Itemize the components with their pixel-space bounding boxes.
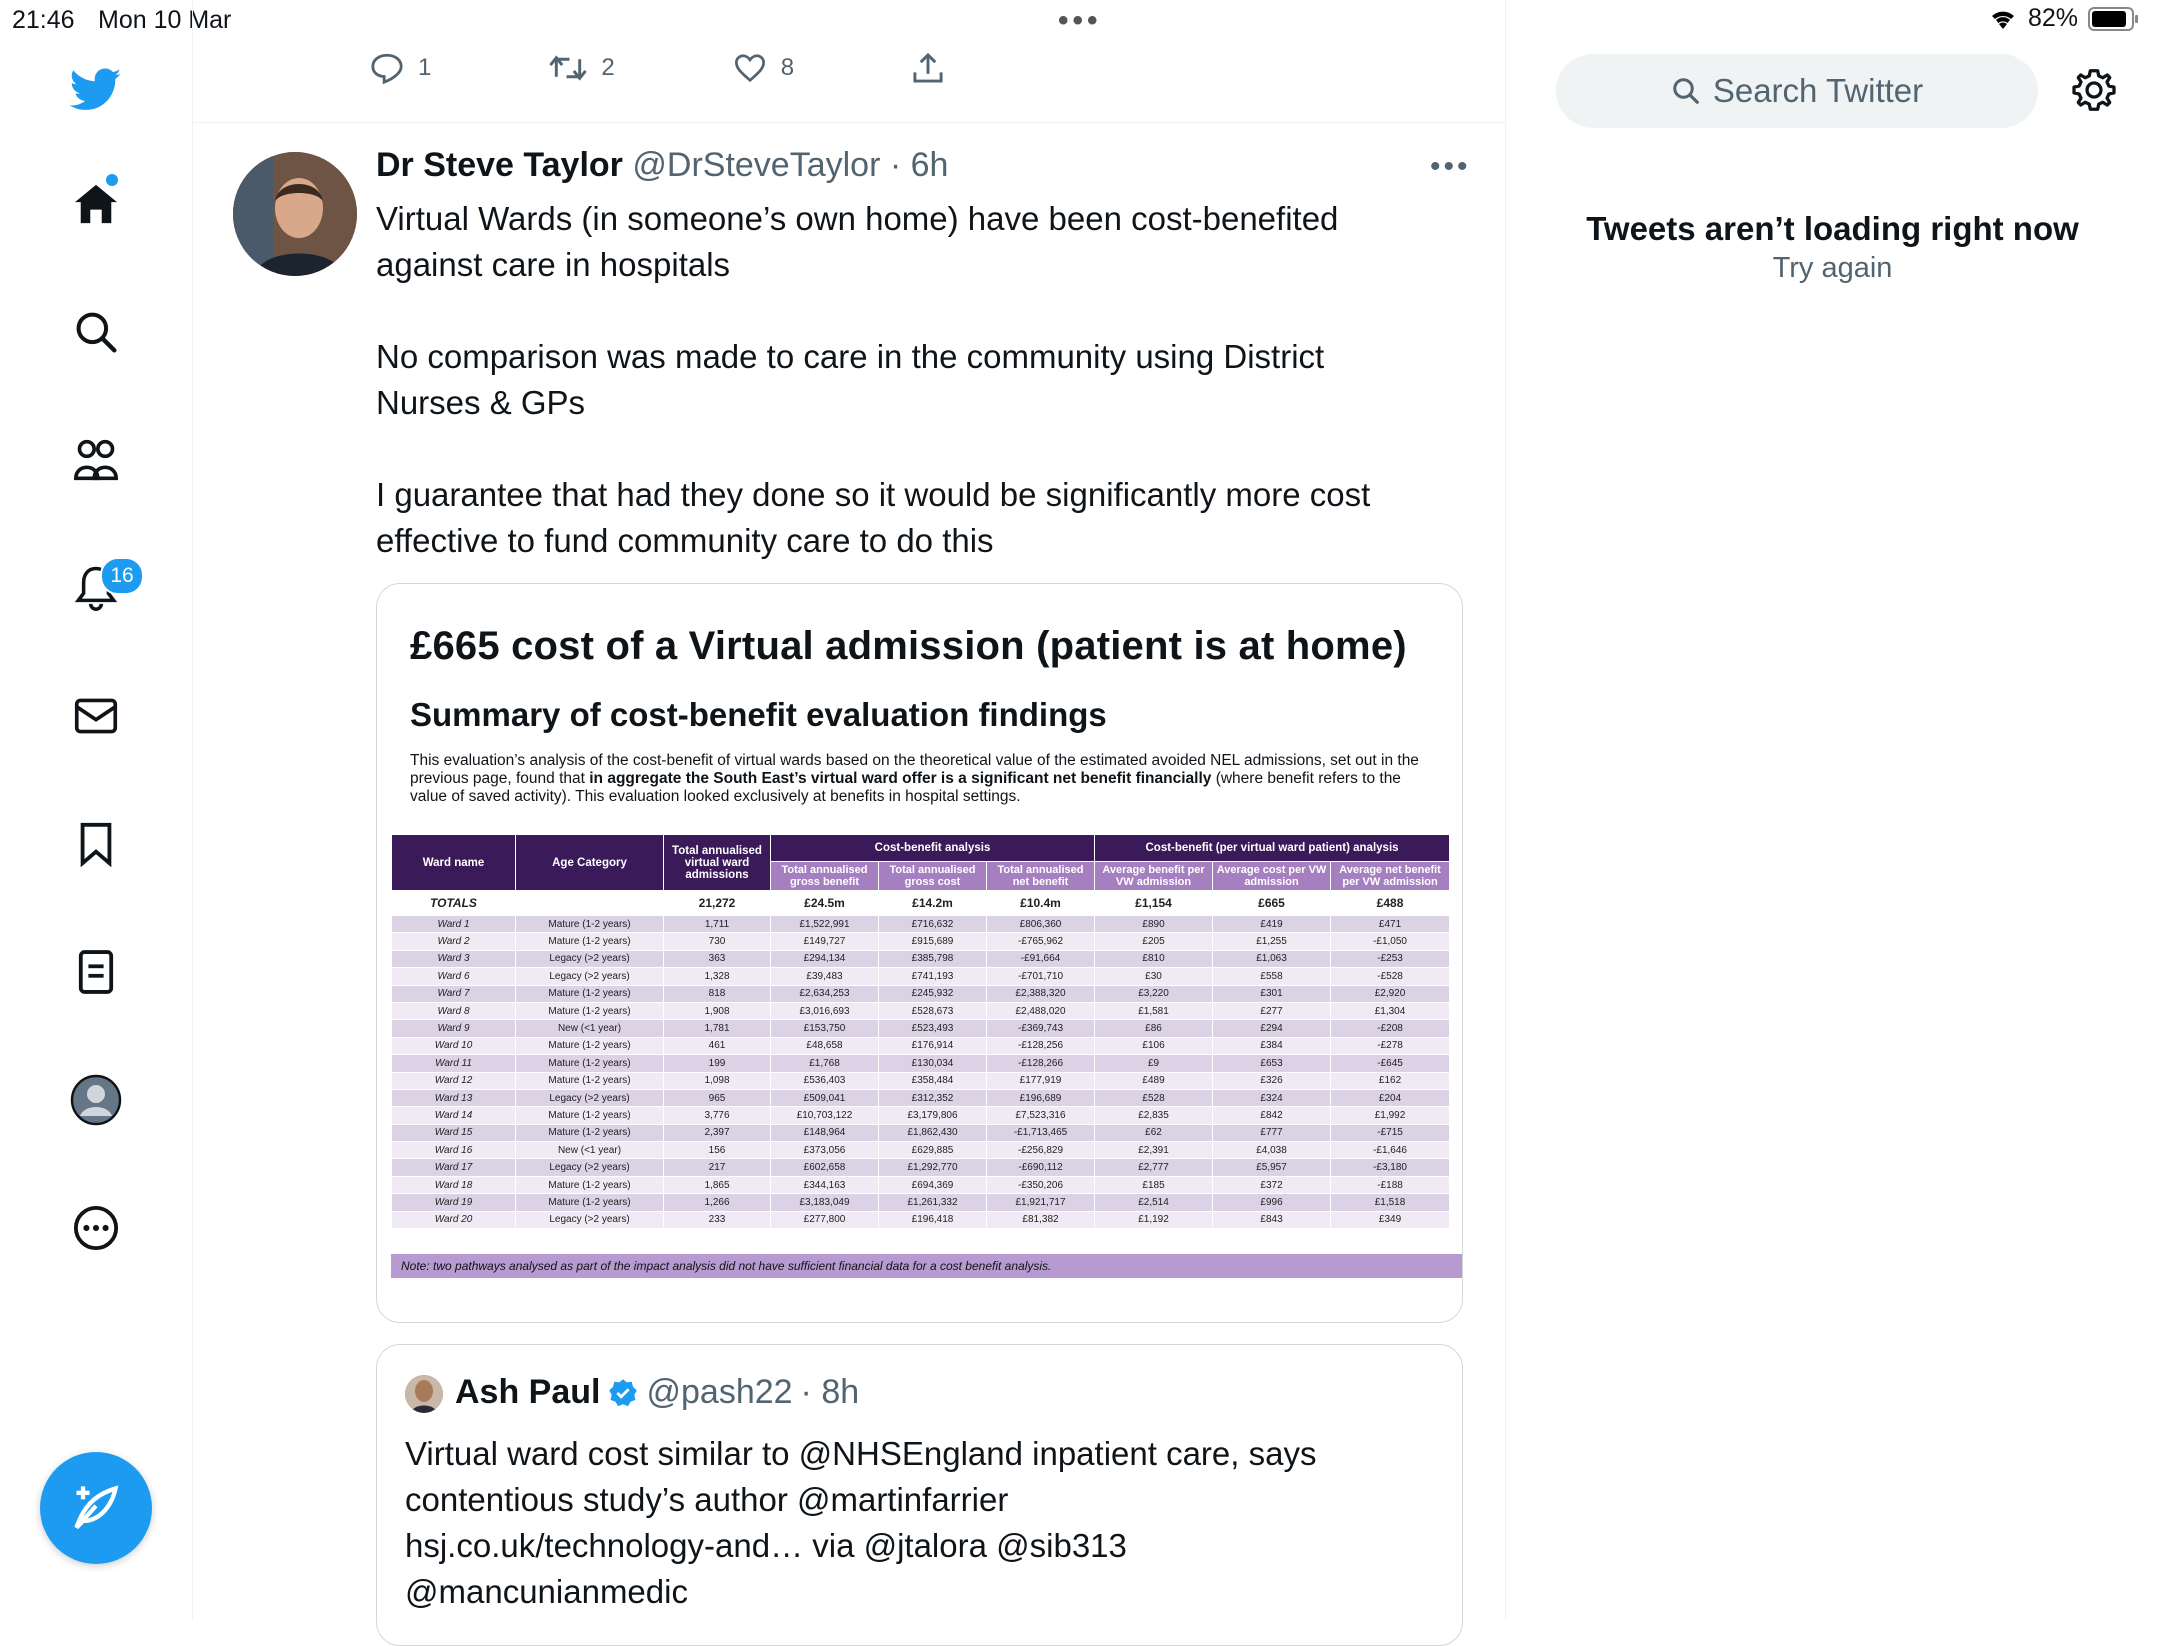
left-nav	[0, 0, 193, 1620]
table-cell: -£1,050	[1331, 933, 1450, 950]
tweet-more-icon[interactable]: •••	[1430, 150, 1471, 183]
table-cell: £130,034	[879, 1055, 987, 1072]
table-cell: £301	[1213, 985, 1331, 1002]
table-cell: £558	[1213, 968, 1331, 985]
quote-header	[455, 1373, 859, 1412]
table-cell: Ward 1	[392, 916, 516, 933]
table-cell: £3,016,693	[771, 1002, 879, 1019]
table-cell: £2,391	[1095, 1142, 1213, 1159]
table-cell: Ward 14	[392, 1107, 516, 1124]
table-cell: Ward 9	[392, 1020, 516, 1037]
col-total-admissions: Total annualised virtual ward admissions	[664, 835, 771, 891]
table-row	[392, 891, 1450, 916]
table-cell: 233	[664, 1211, 771, 1228]
table-cell: £1,255	[1213, 933, 1331, 950]
retweet-icon	[549, 53, 587, 83]
table-cell: £2,920	[1331, 985, 1450, 1002]
tweet-header	[376, 146, 948, 185]
reply-button[interactable]	[370, 52, 431, 84]
table-cell: Legacy (>2 years)	[516, 968, 664, 985]
table-cell: £3,220	[1095, 985, 1213, 1002]
table-cell: 156	[664, 1142, 771, 1159]
table-cell: -£256,829	[987, 1142, 1095, 1159]
heart-icon	[733, 53, 767, 83]
group-cost-benefit: Cost-benefit analysis	[771, 835, 1095, 862]
table-cell: £536,403	[771, 1072, 879, 1089]
tweet-time[interactable]: · 6h	[889, 146, 949, 184]
table-cell: £2,388,320	[987, 985, 1095, 1002]
lists-icon[interactable]	[70, 946, 122, 998]
table-row	[392, 1194, 1450, 1211]
col-avg-net: Average net benefit per VW admission	[1331, 862, 1450, 891]
table-cell: Ward 19	[392, 1194, 516, 1211]
reply-icon	[370, 52, 404, 84]
table-cell: £7,523,316	[987, 1107, 1095, 1124]
col-ward-name: Ward name	[392, 835, 516, 891]
table-cell: £528	[1095, 1089, 1213, 1106]
table-cell: 965	[664, 1089, 771, 1106]
table-cell: £2,777	[1095, 1159, 1213, 1176]
table-cell: 363	[664, 950, 771, 967]
table-row	[392, 1142, 1450, 1159]
table-cell: -£1,646	[1331, 1142, 1450, 1159]
media-title: £665 cost of a Virtual admission (patient is at home)	[410, 624, 1407, 668]
table-cell: 1,711	[664, 916, 771, 933]
table-cell: -£208	[1331, 1020, 1450, 1037]
table-cell: £196,418	[879, 1211, 987, 1228]
table-cell: Mature (1-2 years)	[516, 933, 664, 950]
table-cell: £4,038	[1213, 1142, 1331, 1159]
col-net-benefit: Total annualised net benefit	[987, 862, 1095, 891]
table-cell: £326	[1213, 1072, 1331, 1089]
compose-feather-icon	[70, 1482, 122, 1534]
table-cell: £148,964	[771, 1124, 879, 1141]
table-cell: 818	[664, 985, 771, 1002]
table-cell: £9	[1095, 1055, 1213, 1072]
table-cell: -£765,962	[987, 933, 1095, 950]
table-cell: £185	[1095, 1176, 1213, 1193]
table-cell: 1,908	[664, 1002, 771, 1019]
notifications-badge: 16	[100, 557, 144, 595]
table-cell: Ward 15	[392, 1124, 516, 1141]
table-cell: Legacy (>2 years)	[516, 950, 664, 967]
table-row	[392, 1176, 1450, 1193]
table-cell: 217	[664, 1159, 771, 1176]
table-cell: £890	[1095, 916, 1213, 933]
media-intro: This evaluation’s analysis of the cost-benefit of virtual wards based on the theoretical value of the estimated avoided NEL admissions, set out in the previous page, found that in aggregate the South East’s virtual ward offer is a significant net benefit financially (where benefit refers to the value of saved activity). This evaluation looked exclusively at benefits in hospital settings.	[410, 752, 1419, 805]
col-avg-cost: Average cost per VW admission	[1213, 862, 1331, 891]
table-cell: Ward 20	[392, 1211, 516, 1228]
table-cell: £5,957	[1213, 1159, 1331, 1176]
table-cell: -£369,743	[987, 1020, 1095, 1037]
search-icon	[1671, 76, 1701, 106]
tweet-paragraph: I guarantee that had they done so it would be significantly more cost effective to fund community care to do this	[376, 476, 1371, 559]
verified-badge-icon	[608, 1378, 638, 1408]
table-row	[392, 1159, 1450, 1176]
share-icon	[912, 52, 944, 84]
table-cell: Legacy (>2 years)	[516, 1211, 664, 1228]
table-cell: £489	[1095, 1072, 1213, 1089]
retweet-count: 2	[601, 54, 615, 81]
table-cell: Ward 2	[392, 933, 516, 950]
status-time: 21:46	[12, 6, 75, 34]
quote-author-avatar	[405, 1375, 443, 1413]
table-cell: New (<1 year)	[516, 1142, 664, 1159]
table-cell: Mature (1-2 years)	[516, 1194, 664, 1211]
table-row	[392, 1002, 1450, 1019]
table-cell: £915,689	[879, 933, 987, 950]
table-cell: £349	[1331, 1211, 1450, 1228]
table-cell: TOTALS	[392, 891, 516, 916]
table-cell: Ward 7	[392, 985, 516, 1002]
tweet-divider	[193, 122, 1505, 123]
table-cell: £665	[1213, 891, 1331, 916]
table-row	[392, 968, 1450, 985]
table-cell: £385,798	[879, 950, 987, 967]
table-cell	[516, 891, 664, 916]
quote-author-name: Ash Paul	[455, 1373, 601, 1411]
table-cell: Mature (1-2 years)	[516, 1055, 664, 1072]
table-cell: £277,800	[771, 1211, 879, 1228]
table-row	[392, 1124, 1450, 1141]
table-cell: £205	[1095, 933, 1213, 950]
table-row	[392, 1089, 1450, 1106]
table-cell: -£188	[1331, 1176, 1450, 1193]
table-cell: 1,328	[664, 968, 771, 985]
table-cell: £384	[1213, 1037, 1331, 1054]
table-cell: 1,098	[664, 1072, 771, 1089]
table-cell: Mature (1-2 years)	[516, 1176, 664, 1193]
table-cell: £373,056	[771, 1142, 879, 1159]
table-cell: Legacy (>2 years)	[516, 1089, 664, 1106]
table-cell: £294	[1213, 1020, 1331, 1037]
tweet-text	[376, 196, 1426, 610]
table-cell: £30	[1095, 968, 1213, 985]
table-cell: £1,261,332	[879, 1194, 987, 1211]
table-cell: £471	[1331, 916, 1450, 933]
table-cell: £358,484	[879, 1072, 987, 1089]
table-cell: Ward 18	[392, 1176, 516, 1193]
table-cell: £777	[1213, 1124, 1331, 1141]
quote-text: Virtual ward cost similar to @NHSEngland inpatient care, says contentious study’s author @martinfarrier hsj.co.uk/technology-and… via @jtalora @sib313 @mancunianmedic	[405, 1435, 1317, 1610]
quote-author-handle: @pash22	[646, 1373, 793, 1411]
table-cell: £196,689	[987, 1089, 1095, 1106]
table-cell: £2,514	[1095, 1194, 1213, 1211]
table-cell: £842	[1213, 1107, 1331, 1124]
table-cell: 21,272	[664, 891, 771, 916]
table-cell: Ward 16	[392, 1142, 516, 1159]
table-cell: 461	[664, 1037, 771, 1054]
table-cell: -£278	[1331, 1037, 1450, 1054]
home-icon[interactable]	[70, 178, 122, 230]
table-cell: £806,360	[987, 916, 1095, 933]
table-cell: £312,352	[879, 1089, 987, 1106]
like-count: 8	[780, 54, 795, 81]
table-cell: -£128,256	[987, 1037, 1095, 1054]
col-age-category: Age Category	[516, 835, 664, 891]
table-cell: 1,865	[664, 1176, 771, 1193]
table-cell: £528,673	[879, 1002, 987, 1019]
author-avatar[interactable]	[233, 152, 357, 276]
tweet-media-image[interactable]	[376, 583, 1463, 1323]
table-cell: £24.5m	[771, 891, 879, 916]
tweets-error-title: Tweets aren’t loading right now	[1586, 210, 2079, 247]
table-cell: 3,776	[664, 1107, 771, 1124]
table-cell: -£91,664	[987, 950, 1095, 967]
table-cell: 1,781	[664, 1020, 771, 1037]
twitter-logo-icon[interactable]	[70, 64, 122, 116]
communities-icon[interactable]	[70, 434, 122, 486]
table-cell: £741,193	[879, 968, 987, 985]
table-cell: £14.2m	[879, 891, 987, 916]
table-cell: Ward 12	[392, 1072, 516, 1089]
battery-icon	[2088, 6, 2140, 32]
prev-tweet-actions	[370, 52, 1062, 84]
status-date: Mon 10 Mar	[98, 6, 232, 34]
table-cell: 1,266	[664, 1194, 771, 1211]
table-row	[392, 916, 1450, 933]
table-cell: £245,932	[879, 985, 987, 1002]
table-cell: £419	[1213, 916, 1331, 933]
table-cell: -£645	[1331, 1055, 1450, 1072]
table-row	[392, 1055, 1450, 1072]
table-cell: Ward 17	[392, 1159, 516, 1176]
table-cell: £2,488,020	[987, 1002, 1095, 1019]
table-row	[392, 950, 1450, 967]
media-subtitle: Summary of cost-benefit evaluation findings	[410, 696, 1107, 733]
col-gross-cost: Total annualised gross cost	[879, 862, 987, 891]
table-cell: £62	[1095, 1124, 1213, 1141]
table-cell: £1,063	[1213, 950, 1331, 967]
table-cell: Ward 6	[392, 968, 516, 985]
table-cell: £294,134	[771, 950, 879, 967]
like-button[interactable]	[733, 53, 794, 83]
settings-gear-icon[interactable]	[2072, 68, 2116, 117]
table-cell: £1,992	[1331, 1107, 1450, 1124]
table-cell: Ward 10	[392, 1037, 516, 1054]
table-cell: £86	[1095, 1020, 1213, 1037]
table-cell: Mature (1-2 years)	[516, 1002, 664, 1019]
multitask-dots-icon[interactable]: •••	[1058, 4, 1102, 37]
table-cell: Mature (1-2 years)	[516, 1072, 664, 1089]
table-cell: £1,154	[1095, 891, 1213, 916]
share-button[interactable]	[912, 52, 944, 84]
table-cell: £153,750	[771, 1020, 879, 1037]
table-cell: -£350,206	[987, 1176, 1095, 1193]
table-cell: £488	[1331, 891, 1450, 916]
table-cell: -£1,713,465	[987, 1124, 1095, 1141]
search-twitter-input[interactable]	[1556, 54, 2038, 128]
table-cell: £324	[1213, 1089, 1331, 1106]
table-cell: £1,862,430	[879, 1124, 987, 1141]
table-cell: £48,658	[771, 1037, 879, 1054]
table-cell: Mature (1-2 years)	[516, 1124, 664, 1141]
battery-percent: 82%	[2027, 4, 2078, 32]
tweet-paragraph: No comparison was made to care in the community using District Nurses & GPs	[376, 338, 1325, 421]
home-unread-dot	[106, 174, 118, 186]
table-cell: Mature (1-2 years)	[516, 1037, 664, 1054]
table-cell: £1,304	[1331, 1002, 1450, 1019]
table-cell: £2,634,253	[771, 985, 879, 1002]
table-cell: £1,192	[1095, 1211, 1213, 1228]
table-cell: -£528	[1331, 968, 1450, 985]
more-options-icon[interactable]	[70, 1202, 122, 1254]
table-cell: Mature (1-2 years)	[516, 916, 664, 933]
table-cell: -£128,266	[987, 1055, 1095, 1072]
cost-benefit-table	[391, 834, 1449, 1280]
table-cell: -£690,112	[987, 1159, 1095, 1176]
table-cell: £716,632	[879, 916, 987, 933]
table-row	[392, 1211, 1450, 1228]
col-gross-benefit: Total annualised gross benefit	[771, 862, 879, 891]
profile-avatar-icon[interactable]	[70, 1074, 122, 1126]
bookmarks-icon[interactable]	[70, 818, 122, 870]
table-cell: Ward 11	[392, 1055, 516, 1072]
table-cell: -£253	[1331, 950, 1450, 967]
search-icon[interactable]	[70, 306, 122, 358]
group-per-patient: Cost-benefit (per virtual ward patient) analysis	[1095, 835, 1450, 862]
quote-time: · 8h	[800, 1373, 860, 1411]
table-cell: £2,835	[1095, 1107, 1213, 1124]
col-avg-benefit: Average benefit per VW admission	[1095, 862, 1213, 891]
table-cell: £810	[1095, 950, 1213, 967]
table-cell: -£3,180	[1331, 1159, 1450, 1176]
author-name[interactable]: Dr Steve Taylor	[376, 146, 623, 184]
table-cell: £106	[1095, 1037, 1213, 1054]
table-cell: £10,703,122	[771, 1107, 879, 1124]
table-cell: £1,518	[1331, 1194, 1450, 1211]
status-right	[1988, 4, 2140, 33]
table-cell: 199	[664, 1055, 771, 1072]
table-cell: £81,382	[987, 1211, 1095, 1228]
table-cell: £372	[1213, 1176, 1331, 1193]
table-cell: £653	[1213, 1055, 1331, 1072]
compose-tweet-button[interactable]	[40, 1452, 152, 1564]
table-cell: Mature (1-2 years)	[516, 1107, 664, 1124]
table-row	[392, 933, 1450, 950]
table-cell: Ward 3	[392, 950, 516, 967]
table-cell: £344,163	[771, 1176, 879, 1193]
table-cell: £149,727	[771, 933, 879, 950]
table-cell: Mature (1-2 years)	[516, 985, 664, 1002]
table-cell: £3,179,806	[879, 1107, 987, 1124]
table-row	[392, 1020, 1450, 1037]
table-cell: £162	[1331, 1072, 1450, 1089]
table-cell: £509,041	[771, 1089, 879, 1106]
table-cell: £39,483	[771, 968, 879, 985]
table-cell: £1,581	[1095, 1002, 1213, 1019]
table-cell: £277	[1213, 1002, 1331, 1019]
table-row	[392, 1037, 1450, 1054]
table-cell: £10.4m	[987, 891, 1095, 916]
table-cell: £1,921,717	[987, 1194, 1095, 1211]
reply-count: 1	[418, 54, 432, 81]
table-cell: 730	[664, 933, 771, 950]
table-cell: New (<1 year)	[516, 1020, 664, 1037]
table-cell: £1,768	[771, 1055, 879, 1072]
table-cell: £204	[1331, 1089, 1450, 1106]
tweet-paragraph: Virtual Wards (in someone’s own home) have been cost-benefited against care in hospitals	[376, 200, 1339, 283]
table-row	[392, 1107, 1450, 1124]
table-cell: £523,493	[879, 1020, 987, 1037]
table-cell: -£701,710	[987, 968, 1095, 985]
table-row	[392, 985, 1450, 1002]
table-cell: 2,397	[664, 1124, 771, 1141]
table-cell: Ward 13	[392, 1089, 516, 1106]
messages-icon[interactable]	[70, 690, 122, 742]
quoted-tweet[interactable]	[376, 1344, 1463, 1646]
table-cell: £629,885	[879, 1142, 987, 1159]
table-cell: £602,658	[771, 1159, 879, 1176]
table-note: Note: two pathways analysed as part of the impact analysis did not have sufficient financial data for a cost benefit analysis.	[391, 1254, 1462, 1278]
table-cell: £1,522,991	[771, 916, 879, 933]
table-cell: £843	[1213, 1211, 1331, 1228]
table-cell: £177,919	[987, 1072, 1095, 1089]
table-row	[392, 1072, 1450, 1089]
retweet-button[interactable]	[549, 53, 614, 83]
author-handle[interactable]: @DrSteveTaylor	[632, 146, 881, 184]
try-again-link[interactable]: Try again	[1772, 252, 1893, 284]
table-cell: £3,183,049	[771, 1194, 879, 1211]
table-cell: £694,369	[879, 1176, 987, 1193]
table-cell: Ward 8	[392, 1002, 516, 1019]
table-cell: Legacy (>2 years)	[516, 1159, 664, 1176]
table-cell: £1,292,770	[879, 1159, 987, 1176]
wifi-icon	[1988, 7, 2018, 31]
table-cell: -£715	[1331, 1124, 1450, 1141]
table-cell: £996	[1213, 1194, 1331, 1211]
search-placeholder: Search Twitter	[1712, 72, 1924, 109]
table-cell: £176,914	[879, 1037, 987, 1054]
